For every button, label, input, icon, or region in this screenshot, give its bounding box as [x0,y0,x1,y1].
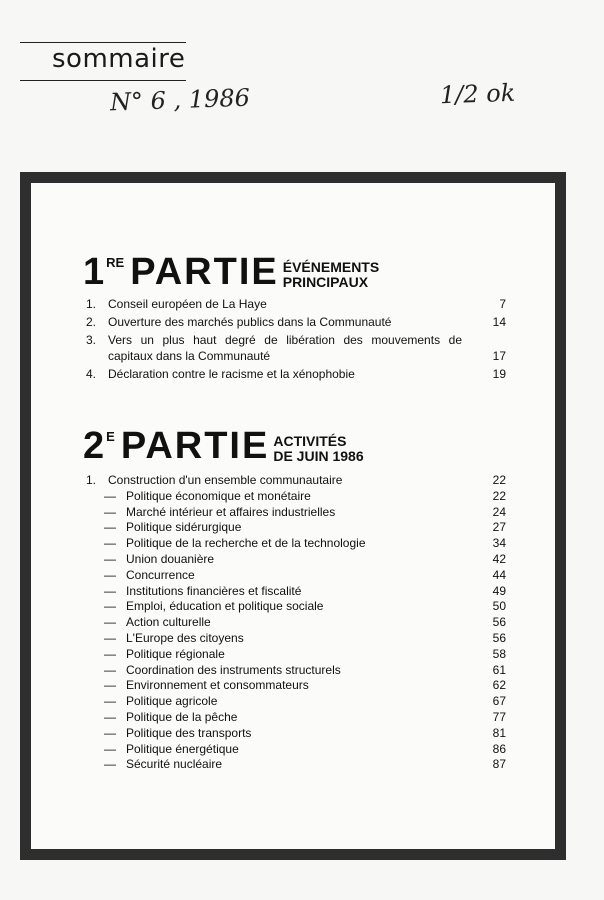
item-text: Ouverture des marchés publics dans la Communauté [108,315,392,329]
list-item[interactable] [86,366,506,382]
list-item[interactable] [86,332,506,364]
item-page: 24 [492,504,506,519]
dash: — [104,662,116,677]
section-item[interactable] [86,473,506,489]
list-item[interactable] [86,663,506,679]
item-text: Concurrence [126,567,195,582]
item-text: Sécurité nucléaire [126,757,223,772]
item-page: 19 [492,367,506,381]
item-page: 17 [492,349,506,363]
list-item[interactable] [86,584,506,600]
item-text: Marché intérieur et affaires industrielles [126,504,336,519]
item-page: 50 [492,599,506,614]
section-number: 1. [86,473,97,487]
item-page: 81 [492,725,506,740]
item-page: 86 [492,741,506,756]
part1-number: 1 [83,251,106,293]
dash: — [104,536,116,551]
part2-subtitle [273,434,363,464]
part1-list [86,296,506,382]
item-number: 1. [86,297,97,311]
list-item[interactable] [86,296,506,312]
item-text: Politique de la pêche [126,709,238,724]
top-rule [20,42,186,43]
item-page: 14 [492,315,506,329]
dash: — [104,504,116,519]
item-text: Politique agricole [126,694,218,709]
dash: — [104,520,116,535]
item-text: Politique des transports [126,725,252,740]
dash: — [104,488,116,503]
list-item[interactable] [86,694,506,710]
part2-list [86,473,506,773]
item-page: 34 [492,536,506,551]
item-page: 49 [492,583,506,598]
item-text: Action culturelle [126,615,211,630]
list-item[interactable] [86,568,506,584]
page-title: sommaire [52,44,186,74]
item-text: Coordination des instruments structurels [126,662,341,677]
bottom-rule [20,80,186,81]
item-text: Politique de la recherche et de la technologie [126,536,366,551]
handwritten-issue: N° 6 , 1986 [109,83,251,117]
item-page: 87 [492,757,506,772]
part1-subtitle [283,260,379,290]
item-page: 44 [492,567,506,582]
dash: — [104,583,116,598]
part1-heading [83,253,379,291]
item-text: Déclaration contre le racisme et la xénophobie [108,367,355,381]
list-item[interactable] [86,599,506,615]
list-item[interactable] [86,631,506,647]
part1-subtitle-line1: ÉVÉNEMENTS [282,259,380,275]
part1-word: PARTIE [130,251,279,293]
list-item[interactable] [86,489,506,505]
dash: — [104,725,116,740]
item-page: 27 [492,520,506,535]
dash: — [104,741,116,756]
dash: — [104,567,116,582]
item-page: 61 [492,662,506,677]
list-item[interactable] [86,505,506,521]
dash: — [104,551,116,566]
list-item[interactable] [86,536,506,552]
item-text: Union douanière [126,551,215,566]
item-text: Emploi, éducation et politique sociale [126,599,324,614]
item-page: 58 [492,646,506,661]
item-page: 67 [492,694,506,709]
item-text: Politique énergétique [126,741,239,756]
item-text: Politique sidérurgique [126,520,242,535]
section-text: Construction d'un ensemble communautaire [108,473,343,487]
item-text: L'Europe des citoyens [126,630,244,645]
toc-frame [20,172,566,860]
item-page: 22 [492,488,506,503]
part2-subtitle-line2: DE JUIN 1986 [273,448,364,464]
item-text: Environnement et consommateurs [126,678,309,693]
item-page: 56 [492,630,506,645]
list-item[interactable] [86,552,506,568]
part2-number-suffix: E [106,429,115,444]
part2-number: 2 [83,425,106,467]
part2-subtitle-line1: ACTIVITÉS [273,433,347,449]
item-number: 3. [86,333,97,347]
dash: — [104,599,116,614]
part1-number-suffix: RE [106,255,125,270]
dash: — [104,646,116,661]
list-item[interactable] [86,757,506,773]
list-item[interactable] [86,520,506,536]
dash: — [104,757,116,772]
list-item[interactable] [86,726,506,742]
item-page: 42 [492,551,506,566]
dash: — [104,709,116,724]
handwritten-note: 1/2 ok [439,78,516,110]
list-item[interactable] [86,647,506,663]
dash: — [104,678,116,693]
part2-word: PARTIE [120,425,270,467]
item-text: Politique économique et monétaire [126,488,311,503]
item-text: Institutions financières et fiscalité [126,583,302,598]
dash: — [104,615,116,630]
list-item[interactable] [86,314,506,330]
item-page: 77 [492,709,506,724]
item-page: 7 [499,297,506,311]
item-text: Conseil européen de La Haye [108,297,267,311]
part2-heading [83,427,364,465]
item-number: 2. [86,315,97,329]
item-number: 4. [86,367,97,381]
list-item[interactable] [86,742,506,758]
dash: — [104,630,116,645]
item-page: 56 [492,615,506,630]
section-page: 22 [492,473,506,487]
item-text: Politique régionale [126,646,225,661]
part1-subtitle-line2: PRINCIPAUX [282,274,369,290]
list-item[interactable] [86,710,506,726]
list-item[interactable] [86,678,506,694]
item-page: 62 [492,678,506,693]
item-text: Vers un plus haut degré de libération des mouvements de capitaux dans la Communauté [108,333,462,363]
list-item[interactable] [86,615,506,631]
dash: — [104,694,116,709]
